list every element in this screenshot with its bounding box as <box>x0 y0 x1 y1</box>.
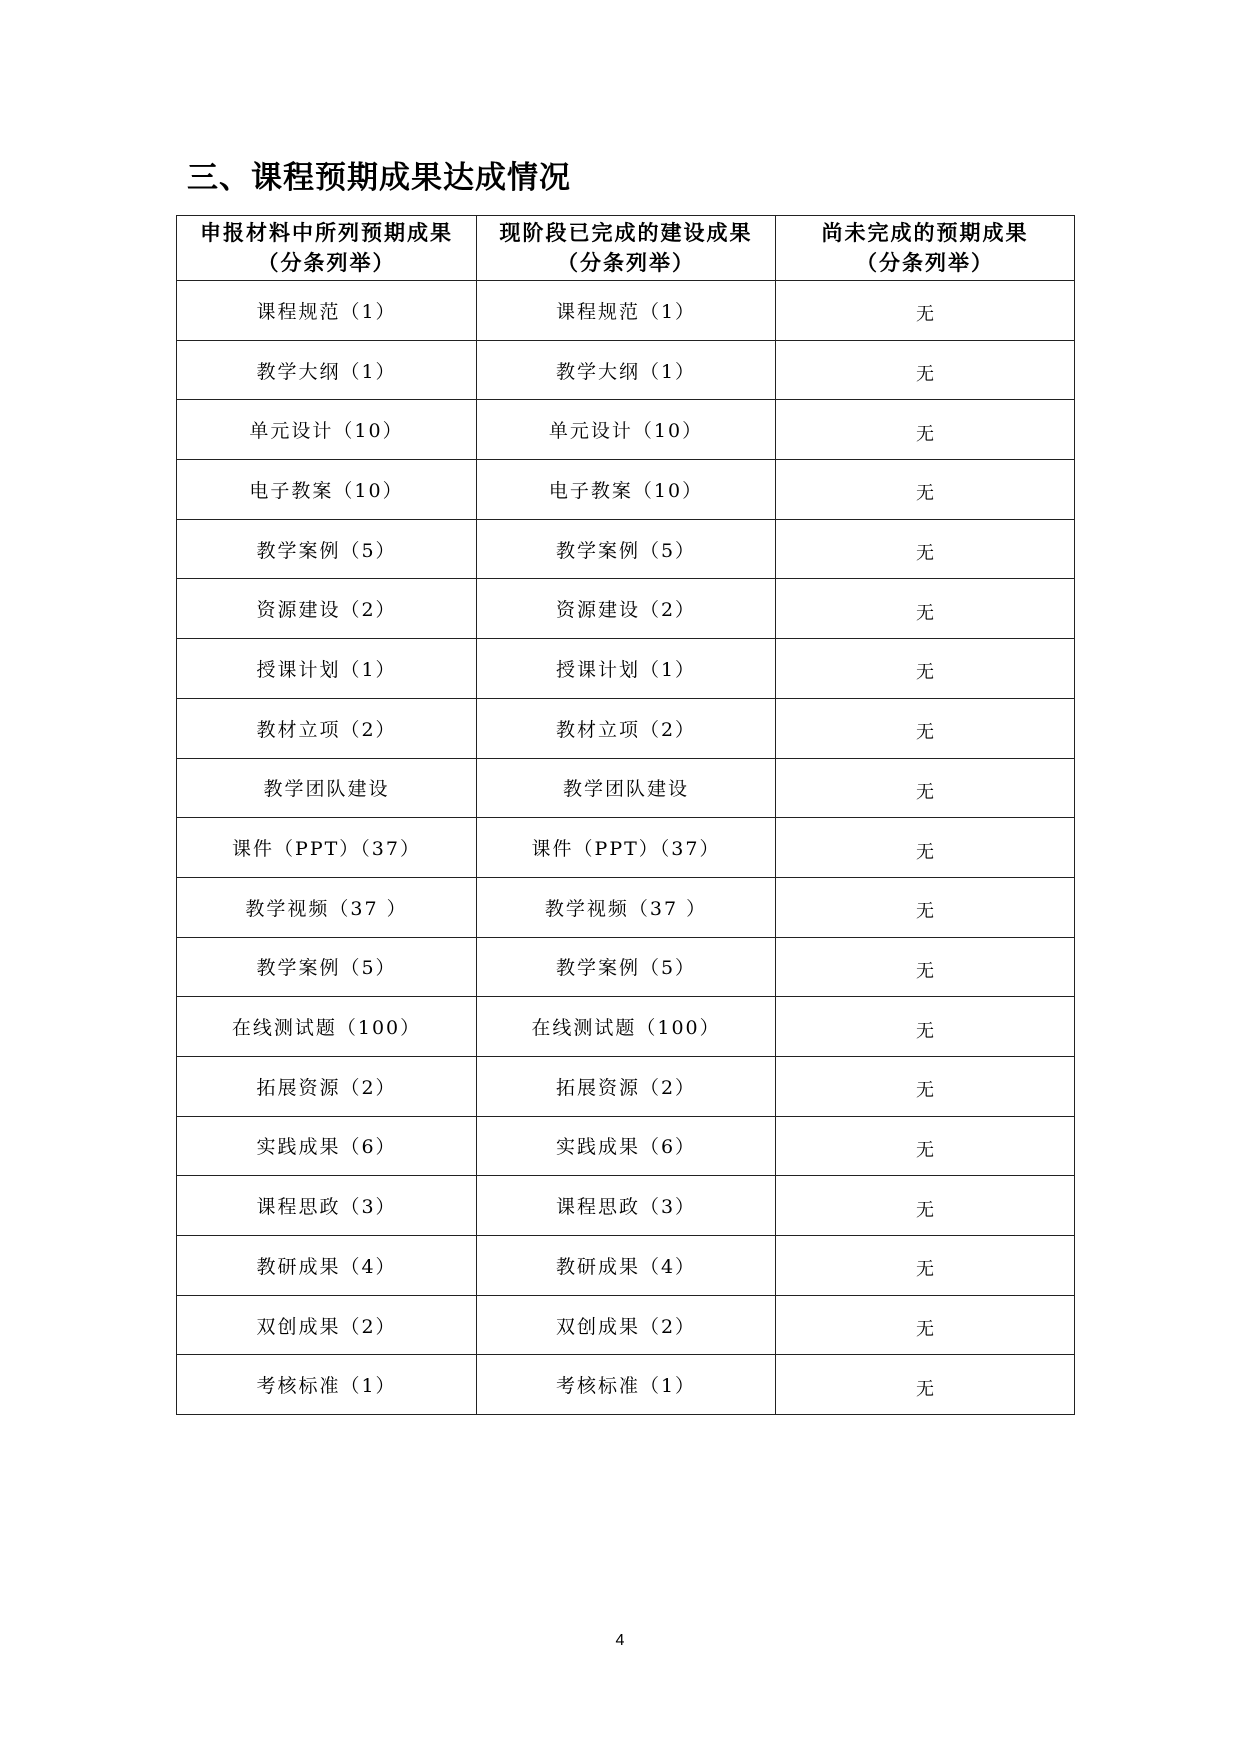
table-row <box>177 460 1075 520</box>
completed-outcome-cell: 单元设计（10） <box>477 400 776 460</box>
planned-outcome-cell: 资源建设（2） <box>177 579 477 639</box>
table-row <box>177 579 1075 639</box>
pending-outcome-cell: 无 <box>776 460 1075 520</box>
planned-outcome-cell: 教学案例（5） <box>177 519 477 579</box>
planned-outcome-cell: 教学视频（37 ） <box>177 877 477 937</box>
pending-outcome-cell: 无 <box>776 758 1075 818</box>
table-row <box>177 519 1075 579</box>
pending-outcome-cell: 无 <box>776 698 1075 758</box>
planned-outcome-cell: 教材立项（2） <box>177 698 477 758</box>
table-row <box>177 400 1075 460</box>
completed-outcome-cell: 教研成果（4） <box>477 1236 776 1296</box>
planned-outcome-cell: 在线测试题（100） <box>177 997 477 1057</box>
pending-outcome-cell: 无 <box>776 877 1075 937</box>
planned-outcome-cell: 课程规范（1） <box>177 281 477 341</box>
pending-outcome-cell: 无 <box>776 281 1075 341</box>
planned-outcome-cell: 考核标准（1） <box>177 1355 477 1415</box>
completed-outcome-cell: 资源建设（2） <box>477 579 776 639</box>
pending-outcome-cell: 无 <box>776 340 1075 400</box>
planned-outcome-cell: 课件（PPT）（37） <box>177 818 477 878</box>
table-row <box>177 1355 1075 1415</box>
table-header-row <box>177 216 1075 281</box>
planned-outcome-cell: 教研成果（4） <box>177 1236 477 1296</box>
header-label: 尚未完成的预期成果 <box>821 221 1029 245</box>
planned-outcome-cell: 实践成果（6） <box>177 1116 477 1176</box>
table-body <box>177 281 1075 1415</box>
table-row <box>177 639 1075 699</box>
planned-outcome-cell: 课程思政（3） <box>177 1176 477 1236</box>
header-completed-outcomes <box>477 216 776 281</box>
completed-outcome-cell: 教学案例（5） <box>477 937 776 997</box>
table-row <box>177 877 1075 937</box>
header-label: 申报材料中所列预期成果 <box>200 221 453 245</box>
header-sublabel: （分条列举） <box>257 251 396 275</box>
page-number: 4 <box>615 1632 625 1649</box>
completed-outcome-cell: 双创成果（2） <box>477 1295 776 1355</box>
pending-outcome-cell: 无 <box>776 1056 1075 1116</box>
completed-outcome-cell: 教学案例（5） <box>477 519 776 579</box>
completed-outcome-cell: 电子教案（10） <box>477 460 776 520</box>
completed-outcome-cell: 课程思政（3） <box>477 1176 776 1236</box>
planned-outcome-cell: 教学案例（5） <box>177 937 477 997</box>
completed-outcome-cell: 课程规范（1） <box>477 281 776 341</box>
table-row <box>177 1295 1075 1355</box>
table-row <box>177 1236 1075 1296</box>
completed-outcome-cell: 教学视频（37 ） <box>477 877 776 937</box>
pending-outcome-cell: 无 <box>776 579 1075 639</box>
planned-outcome-cell: 拓展资源（2） <box>177 1056 477 1116</box>
completed-outcome-cell: 考核标准（1） <box>477 1355 776 1415</box>
table-row <box>177 997 1075 1057</box>
header-pending-outcomes <box>776 216 1075 281</box>
completed-outcome-cell: 教材立项（2） <box>477 698 776 758</box>
header-planned-outcomes <box>177 216 477 281</box>
table-row <box>177 698 1075 758</box>
completed-outcome-cell: 拓展资源（2） <box>477 1056 776 1116</box>
pending-outcome-cell: 无 <box>776 1176 1075 1236</box>
completed-outcome-cell: 教学大纲（1） <box>477 340 776 400</box>
completed-outcome-cell: 在线测试题（100） <box>477 997 776 1057</box>
pending-outcome-cell: 无 <box>776 400 1075 460</box>
pending-outcome-cell: 无 <box>776 1295 1075 1355</box>
header-label: 现阶段已完成的建设成果 <box>499 221 753 245</box>
table-row <box>177 1116 1075 1176</box>
table-row <box>177 1056 1075 1116</box>
pending-outcome-cell: 无 <box>776 1116 1075 1176</box>
table-row <box>177 1176 1075 1236</box>
pending-outcome-cell: 无 <box>776 997 1075 1057</box>
pending-outcome-cell: 无 <box>776 519 1075 579</box>
completed-outcome-cell: 授课计划（1） <box>477 639 776 699</box>
table-row <box>177 758 1075 818</box>
planned-outcome-cell: 双创成果（2） <box>177 1295 477 1355</box>
planned-outcome-cell: 单元设计（10） <box>177 400 477 460</box>
pending-outcome-cell: 无 <box>776 1355 1075 1415</box>
header-sublabel: （分条列举） <box>856 251 994 275</box>
completed-outcome-cell: 教学团队建设 <box>477 758 776 818</box>
pending-outcome-cell: 无 <box>776 1236 1075 1296</box>
planned-outcome-cell: 授课计划（1） <box>177 639 477 699</box>
outcomes-table <box>176 215 1075 1415</box>
pending-outcome-cell: 无 <box>776 937 1075 997</box>
table-row <box>177 818 1075 878</box>
planned-outcome-cell: 教学团队建设 <box>177 758 477 818</box>
completed-outcome-cell: 课件（PPT）（37） <box>477 818 776 878</box>
table-row <box>177 937 1075 997</box>
planned-outcome-cell: 电子教案（10） <box>177 460 477 520</box>
planned-outcome-cell: 教学大纲（1） <box>177 340 477 400</box>
table-row <box>177 281 1075 341</box>
table-row <box>177 340 1075 400</box>
completed-outcome-cell: 实践成果（6） <box>477 1116 776 1176</box>
section-title: 三、课程预期成果达成情况 <box>187 160 571 196</box>
pending-outcome-cell: 无 <box>776 639 1075 699</box>
pending-outcome-cell: 无 <box>776 818 1075 878</box>
header-sublabel: （分条列举） <box>557 251 695 275</box>
